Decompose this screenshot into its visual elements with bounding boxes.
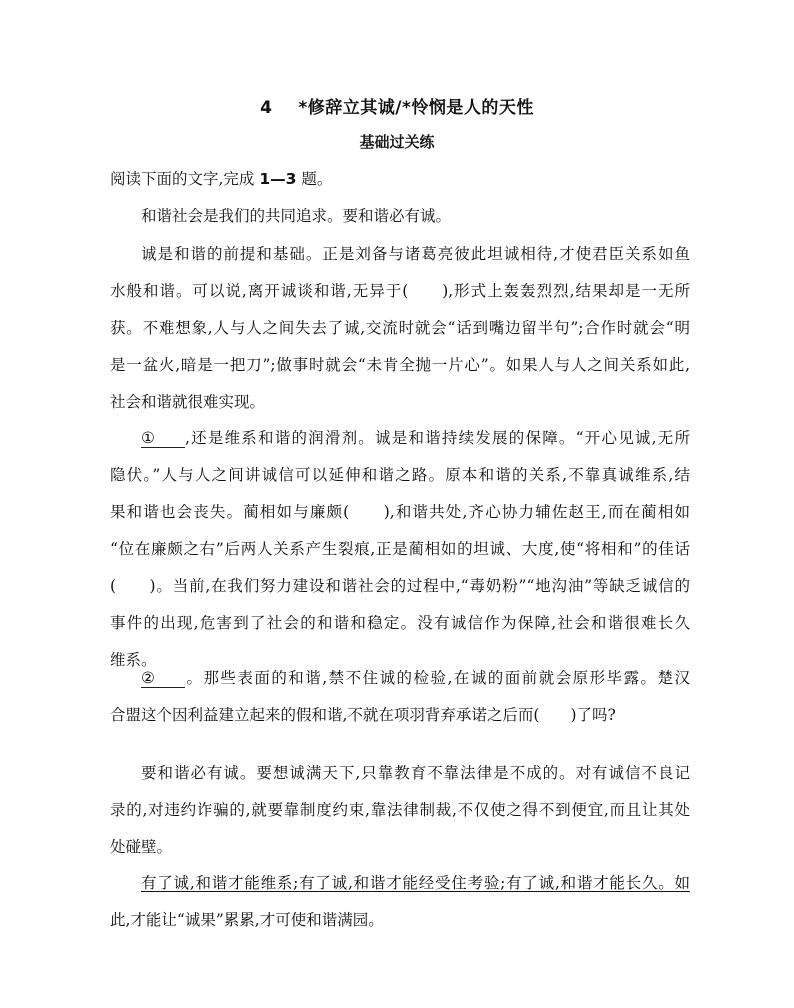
fill-in-blank: ① <box>141 429 185 448</box>
paragraph-line: 处碰壁。 <box>110 838 173 856</box>
section-subtitle: 基础过关练 <box>359 133 435 151</box>
passage-paragraph <box>110 420 690 679</box>
passage-paragraph <box>110 755 690 866</box>
paragraph-line: 和谐社会是我们的共同追求。要和谐必有诚。 <box>141 207 452 225</box>
paragraph-line: 合盟这个因利益建立起来的假和谐,不就在项羽背弃承诺之后而( )了吗? <box>110 706 616 724</box>
paragraph-line: 要和谐必有诚。要想诚满天下,只靠教育不靠法律是不成的。对有诚信不良记 <box>141 764 690 782</box>
question-instruction: 阅读下面的文字,完成 1—3 题。 <box>110 170 333 188</box>
lesson-title <box>0 93 794 118</box>
paragraph-line: 维系。 <box>110 651 157 669</box>
lesson-number: 4 <box>260 98 273 118</box>
paragraph-line: ① ,还是维系和谐的润滑剂。诚是和谐持续发展的保障。“开心见诚,无所 <box>141 429 690 447</box>
passage-paragraph <box>110 660 690 734</box>
paragraph-line: 获。不难想象,人与人之间失去了诚,交流时就会“话到嘴边留半句”;合作时就会“明 <box>110 319 690 337</box>
paragraph-line: 隐伏。”人与人之间讲诚信可以延伸和谐之路。原本和谐的关系,不靠真诚维系,结 <box>110 466 690 484</box>
fill-in-blank: ② <box>141 669 185 688</box>
paragraph-line: 此,才能让“诚果”累累,才可使和谐满园。 <box>110 911 384 929</box>
paragraph-line: 有了诚,和谐才能维系;有了诚,和谐才能经受住考验;有了诚,和谐才能长久。如 <box>141 874 690 892</box>
passage-paragraph <box>110 865 690 939</box>
paragraph-line: 果和谐也会丧失。蔺相如与廉颇( ),和谐共处,齐心协力辅佐赵王,而在蔺相如 <box>110 503 690 521</box>
paragraph-line: 是一盆火,暗是一把刀”;做事时就会“未肯全抛一片心”。如果人与人之间关系如此, <box>110 356 690 374</box>
paragraph-line: 录的,对违约诈骗的,就要靠制度约束,靠法律制裁,不仅使之得不到便宜,而且让其处 <box>110 801 690 819</box>
lesson-title-text: *修辞立其诚/*怜悯是人的天性 <box>298 98 534 118</box>
passage-paragraph <box>110 198 690 235</box>
paragraph-line: ( )。当前,在我们努力建设和谐社会的过程中,“毒奶粉”“地沟油”等缺乏诚信的 <box>110 577 690 595</box>
paragraph-line: 社会和谐就很难实现。 <box>110 393 266 411</box>
paragraph-line: ② 。那些表面的和谐,禁不住诚的检验,在诚的面前就会原形毕露。楚汉 <box>141 669 690 687</box>
paragraph-line: “位在廉颇之右”后两人关系产生裂痕,正是蔺相如的坦诚、大度,使“将相和”的佳话 <box>110 540 690 558</box>
passage-paragraph <box>110 236 690 421</box>
paragraph-line: 诚是和谐的前提和基础。正是刘备与诸葛亮彼此坦诚相待,才使君臣关系如鱼 <box>141 245 690 263</box>
paragraph-line: 事件的出现,危害到了社会的和谐和稳定。没有诚信作为保障,社会和谐很难长久 <box>110 614 690 632</box>
paragraph-line: 水般和谐。可以说,离开诚谈和谐,无异于( ),形式上轰轰烈烈,结果却是一无所 <box>110 282 690 300</box>
